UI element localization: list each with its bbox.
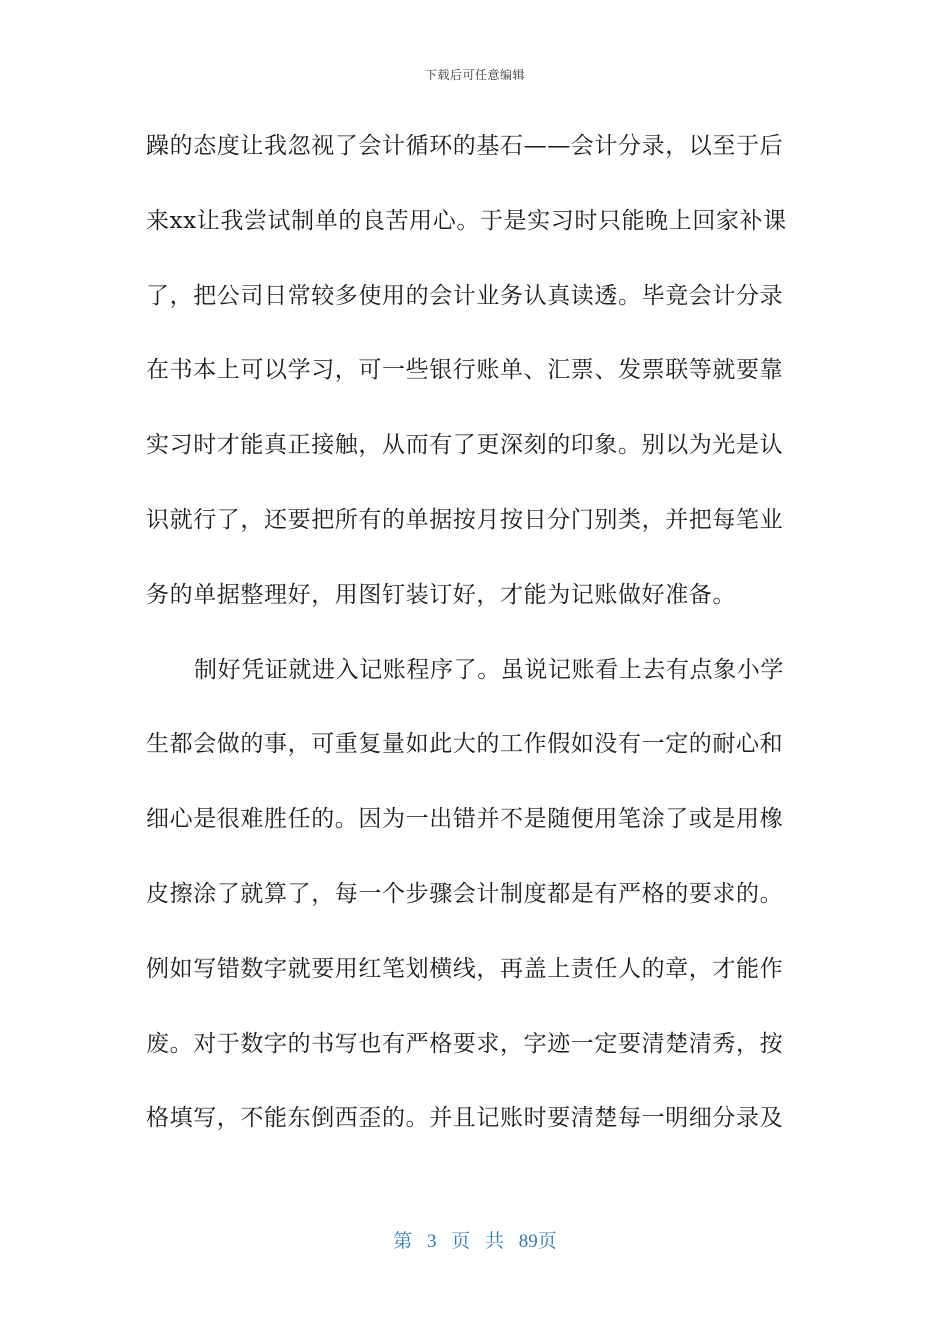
paragraph-line: 格填写，不能东倒西歪的。并且记账时要清楚每一明细分录及 xyxy=(146,1105,784,1132)
paragraph-line: 生都会做的事，可重复量如此大的工作假如没有一定的耐心和 xyxy=(146,731,784,758)
total-pages: 89页 xyxy=(518,1231,557,1252)
paragraph-line: 废。对于数字的书写也有严格要求，字迹一定要清楚清秀，按 xyxy=(146,1030,784,1057)
paragraph-line: 来xx让我尝试制单的良苦用心。于是实习时只能晚上回家补课 xyxy=(146,207,787,234)
paragraph-line: 务的单据整理好，用图钉装订好，才能为记账做好准备。 xyxy=(146,581,736,608)
page-header-note: 下载后可任意编辑 xyxy=(424,68,525,82)
paragraph-line: 实习时才能真正接触，从而有了更深刻的印象。别以为光是认 xyxy=(146,432,784,459)
paragraph-line: 在书本上可以学习，可一些银行账单、汇票、发票联等就要靠 xyxy=(146,357,784,384)
paragraph-line: 细心是很难胜任的。因为一出错并不是随便用笔涂了或是用橡 xyxy=(146,806,784,833)
footer-label-ye: 页 xyxy=(451,1231,471,1252)
paragraph-line: 了，把公司日常较多使用的会计业务认真读透。毕竟会计分录 xyxy=(146,282,784,309)
page-number-footer xyxy=(0,1226,950,1253)
paragraph-line: 例如写错数字就要用红笔划横线，再盖上责任人的章，才能作 xyxy=(146,955,784,982)
paragraph-line: 皮擦涂了就算了，每一个步骤会计制度都是有严格的要求的。 xyxy=(146,880,784,907)
paragraph-line: 躁的态度让我忽视了会计循环的基石——会计分录，以至于后 xyxy=(146,133,784,159)
paragraph-first-line: 制好凭证就进入记账程序了。虽说记账看上去有点象小学 xyxy=(194,656,784,683)
footer-label-di: 第 xyxy=(393,1231,413,1252)
paragraph-line: 识就行了，还要把所有的单据按月按日分门别类，并把每笔业 xyxy=(146,506,784,533)
footer-label-gong: 共 xyxy=(485,1231,505,1252)
document-body xyxy=(146,122,806,1169)
current-page-number: 3 xyxy=(426,1231,437,1252)
